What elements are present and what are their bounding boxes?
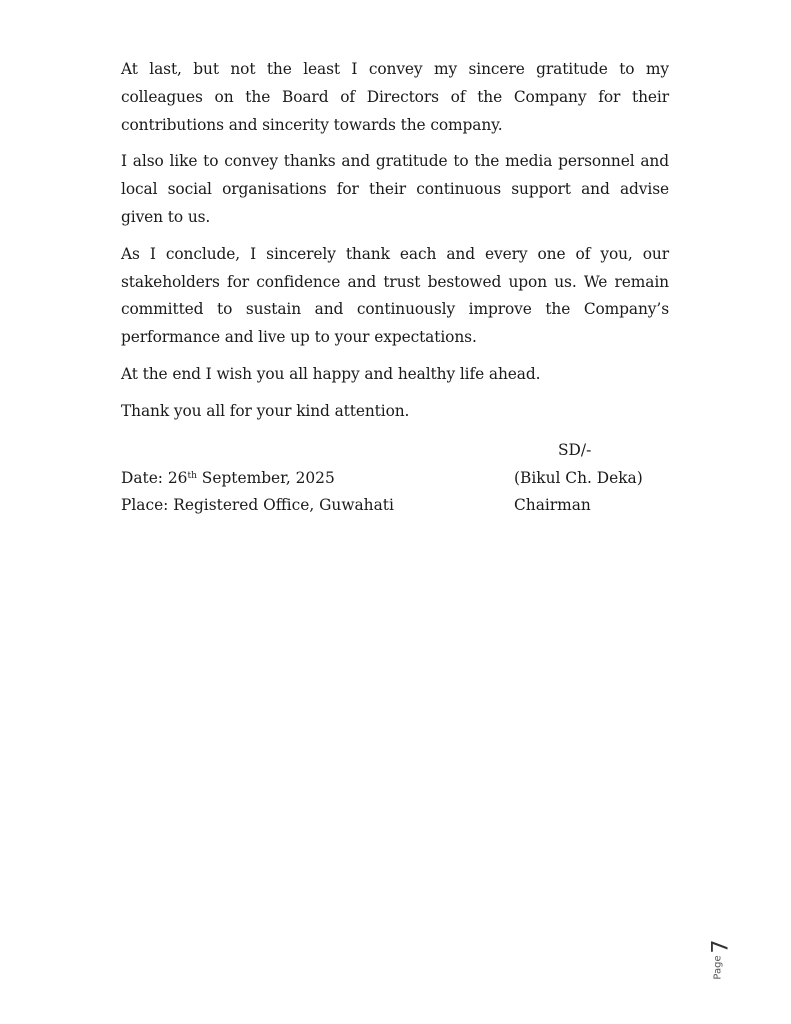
date-line [121, 465, 669, 493]
page-footer [696, 930, 756, 990]
sd-mark: SD/- [558, 441, 592, 459]
date-text [121, 465, 335, 493]
page-label: Page [712, 955, 724, 980]
paragraph-thanks-media: I also like to convey thanks and gratitude to the media personnel and local social organisations for their continuous support and advise given to us. [121, 152, 669, 226]
paragraph-gratitude-board: At last, but not the least I convey my sincere gratitude to my colleagues on the Board of Directors of the Company for their contributions and sincerity towards the company. [121, 60, 669, 134]
signatory-name: (Bikul Ch. Deka) [514, 468, 643, 487]
place-line [121, 492, 669, 520]
date-rest: September, 2025 [196, 468, 335, 487]
paragraph-wishes: At the end I wish you all happy and healthy life ahead. [121, 364, 541, 383]
place-text: Place: Registered Office, Guwahati [121, 496, 394, 514]
page-number: 7 [708, 939, 734, 954]
sd-line [121, 437, 669, 465]
date-ordinal-suffix: th [187, 470, 197, 481]
letter-body [121, 56, 669, 435]
paragraph-thank-you: Thank you all for your kind attention. [121, 401, 410, 420]
signature-block [121, 437, 669, 520]
paragraph-conclusion: As I conclude, I sincerely thank each and every one of you, our stakeholders for confidence and trust bestowed upon us. We remain committed to sustain and continuously improve the Company’s performance and live up to your expectations. [121, 244, 669, 347]
date-prefix: Date: 26 [121, 468, 188, 487]
signatory-designation: Chairman [514, 496, 591, 514]
